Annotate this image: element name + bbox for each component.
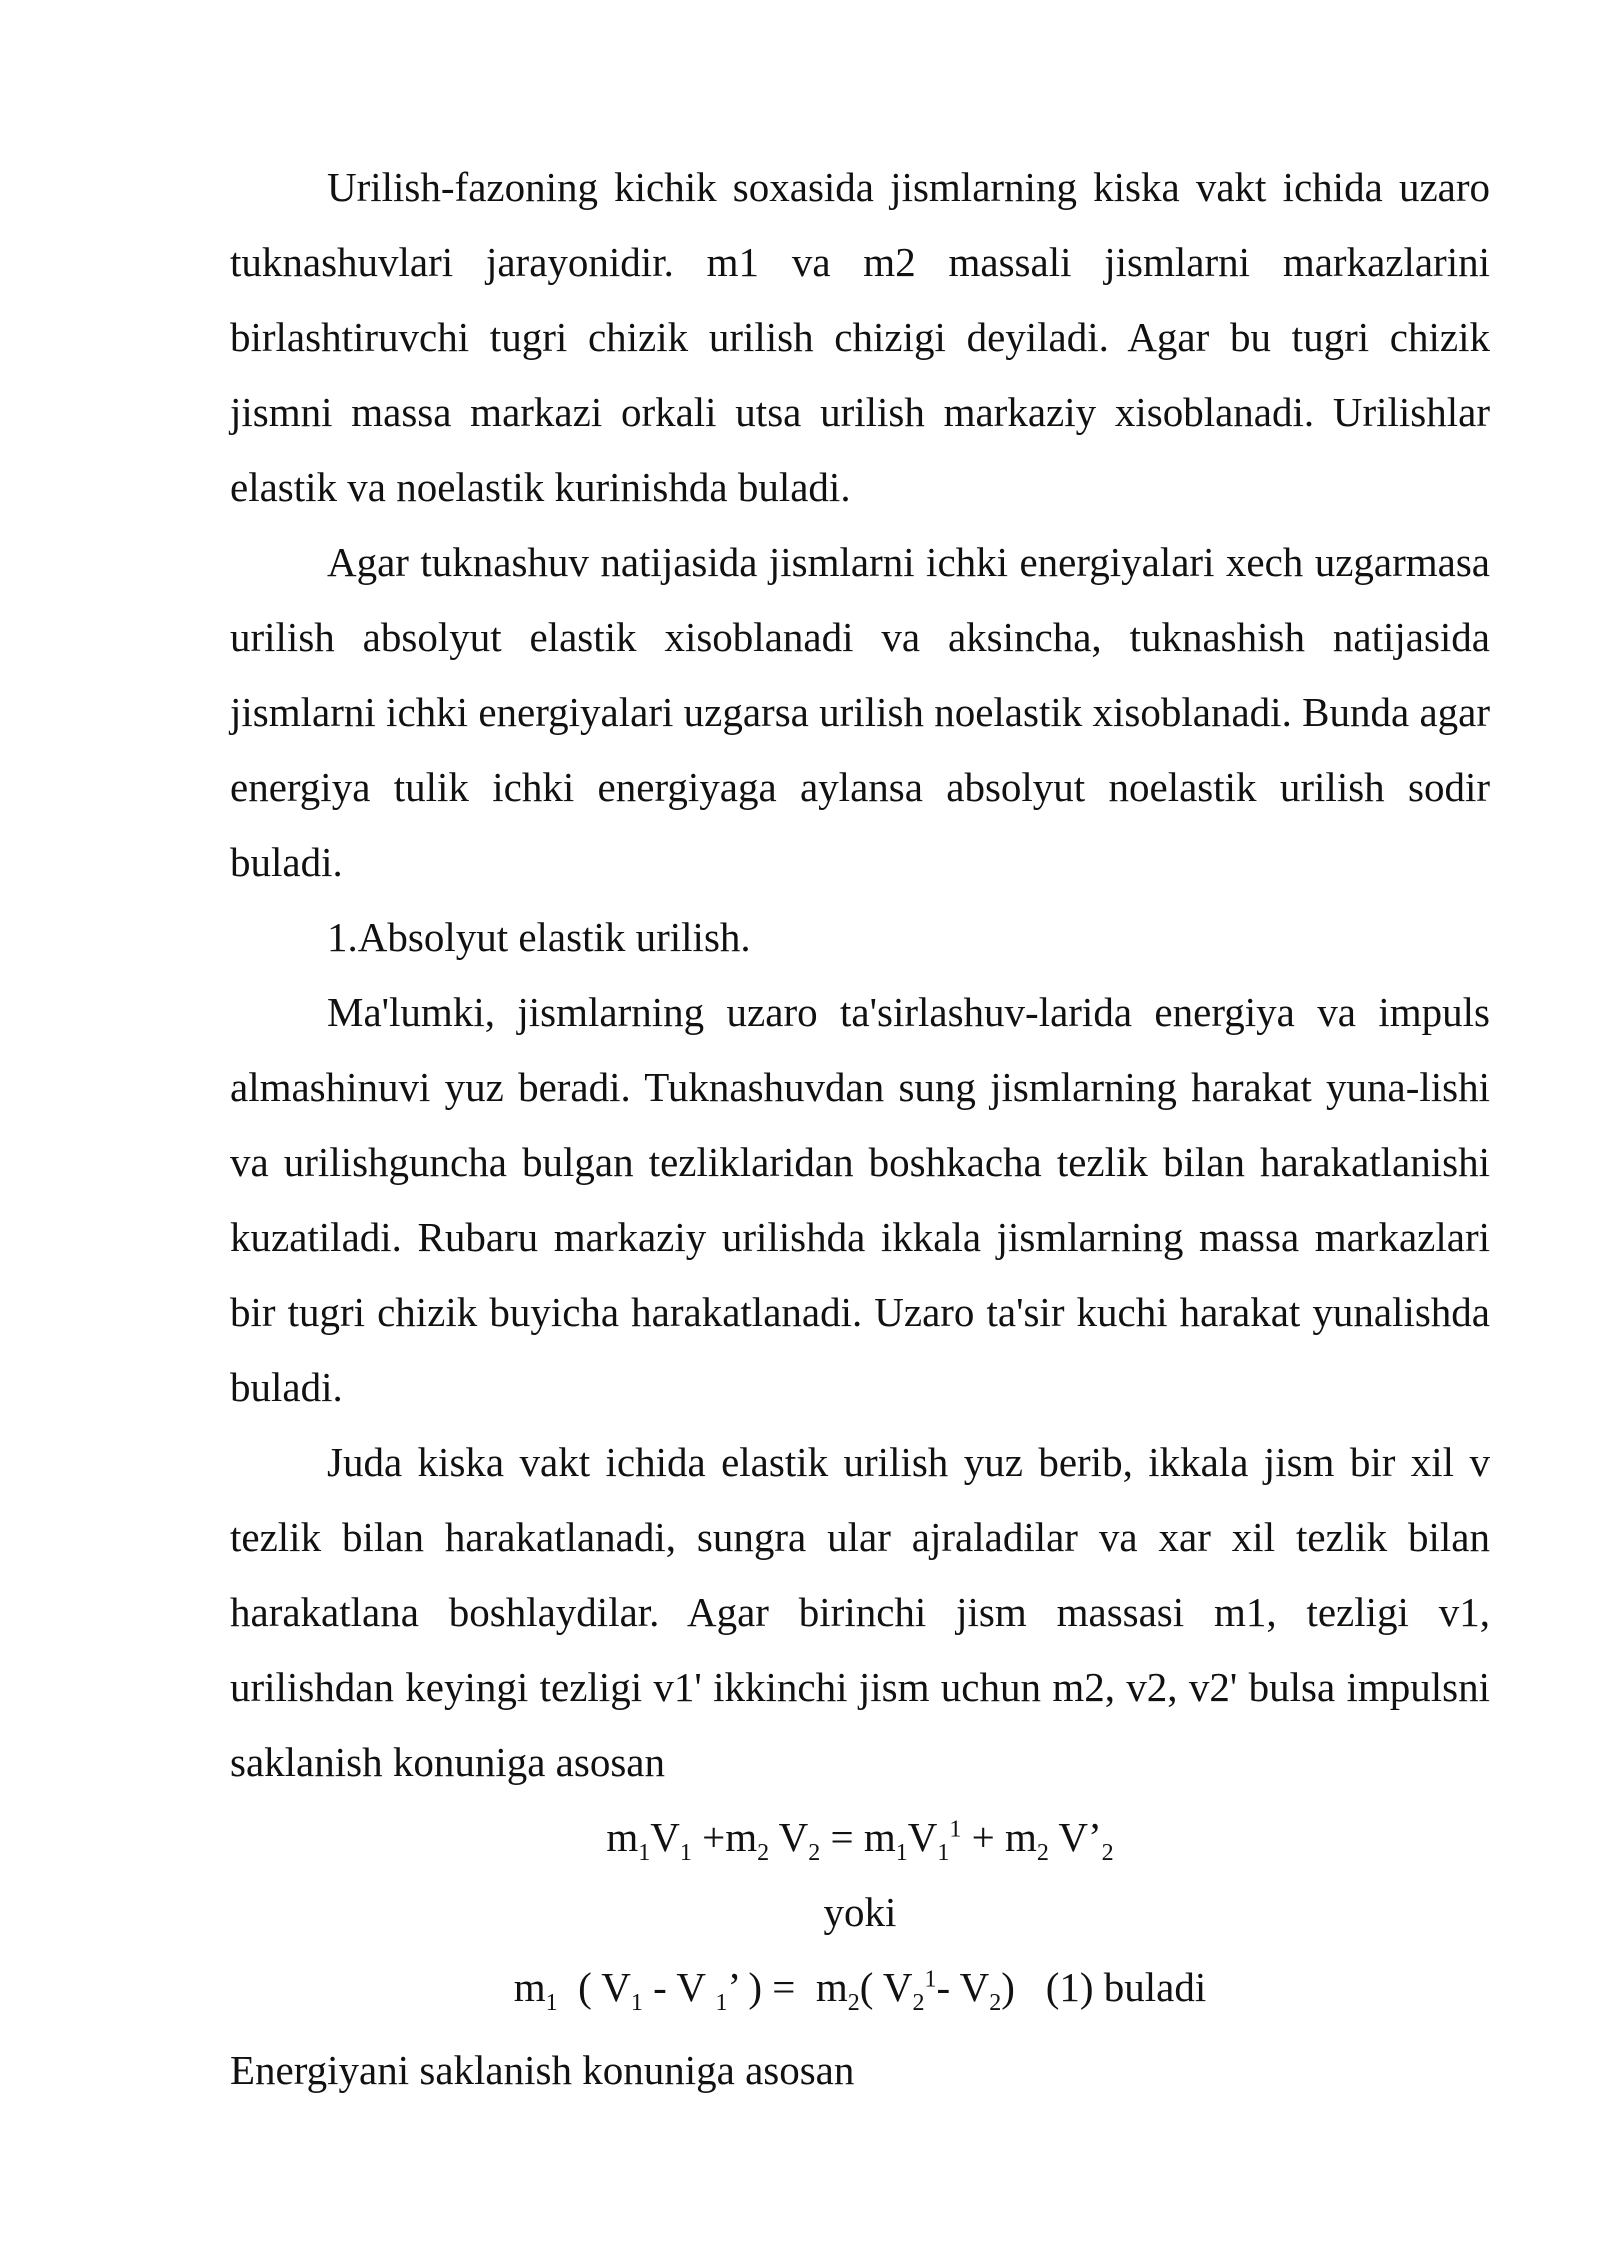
connector-word: yoki (823, 1889, 897, 1935)
paragraph-collision-types: Agar tuknashuv natijasida jismlarni ichki energiyalari xech uzgarmasa urilish absolyut elastik xisoblanadi va aksincha, tuknashish natijasida jismlarni ichki energiyalari uzgarsa urilish noelastik xisoblanadi. Bunda agar energiya tulik ichki energiyaga aylansa absolyut noelastik urilish sodir buladi. (230, 539, 1490, 885)
paragraph-energy-exchange: Ma'lumki, jismlarning uzaro ta'sirlashuv-larida energiya va impuls almashinuvi yuz beradi. Tuknashuvdan sung jismlarning harakat yuna-lishi va urilishguncha bulgan tezliklaridan boshkacha tezlik bilan harakatlanishi kuzatiladi. Rubaru markaziy urilishda ikkala jismlarning massa markazlari bir tugri chizik buyicha harakatlanadi. Uzaro ta'sir kuchi harakat yunalishda buladi. (230, 989, 1490, 1410)
momentum-equation-rearranged: $m_1$ ( $V_1$ - V $_1$’ ) = $m_2$( $V_2^1-$ $V_2$) (1) buladi (513, 1964, 1207, 2017)
closing-line: Energiyani saklanish konuniga asosan (230, 2047, 855, 2093)
document-page (230, 150, 1490, 2108)
paragraph-intro: Urilish-fazoning kichik soxasida jismlarning kiska vakt ichida uzaro tuknashuvlari jarayonidir. m1 va m2 massali jismlarni markazlarini birlashtiruvchi tugri chizik urilish chizigi deyiladi. Agar bu tugri chizik jismni massa markazi orkali utsa urilish markaziy xisoblanadi. Urilishlar elastik va noelastik kurinishda buladi. (230, 164, 1490, 510)
momentum-equation: $m_1V_1 +m_2$ $V_2 = m_1V_1^1 + m_2$ $V’_2$ (606, 1814, 1114, 1867)
paragraph-momentum: Juda kiska vakt ichida elastik urilish yuz berib, ikkala jism bir xil v tezlik bilan harakatlanadi, sungra ular ajraladilar va xar xil tezlik bilan harakatlana boshlaydilar. Agar birinchi jism massasi m1, tezligi v1, urilishdan keyingi tezligi v1' ikkinchi jism uchun m2, v2, v2' bulsa impulsni saklanish konuniga asosan (230, 1439, 1490, 1785)
section-heading: 1.Absolyut elastik urilish. (327, 914, 751, 960)
